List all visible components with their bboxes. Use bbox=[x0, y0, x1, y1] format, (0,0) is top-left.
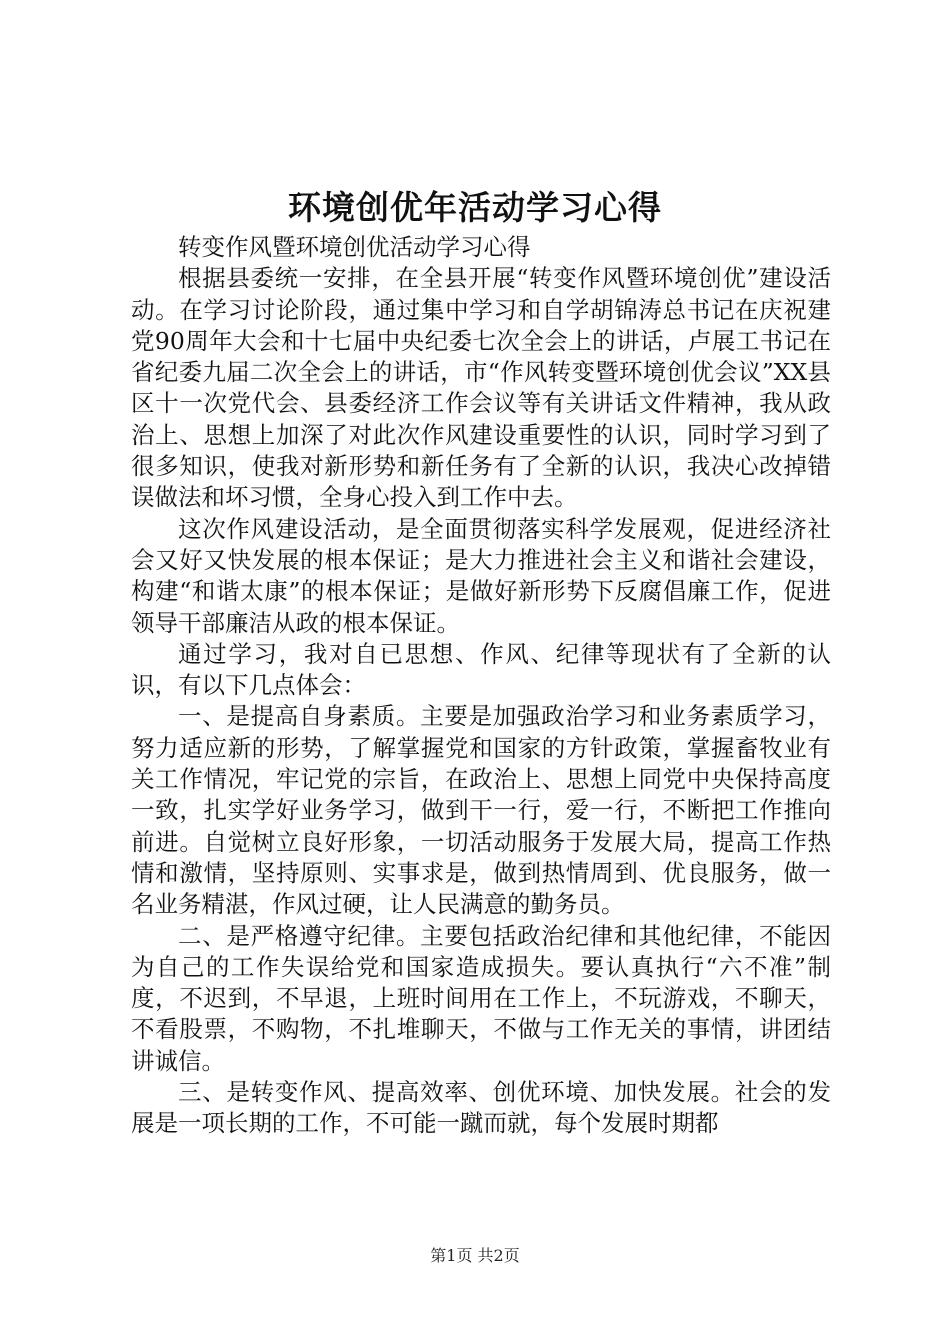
document-body bbox=[131, 232, 831, 1140]
paragraph-point-three: 三、是转变作风、提高效率、创优环境、加快发展。社会的发展是一项长期的工作，不可能一蹴而就，每个发展时期都 bbox=[131, 1078, 831, 1138]
paragraph-intro: 根据县委统一安排，在全县开展“转变作风暨环境创优”建设活动。在学习讨论阶段，通过集中学习和自学胡锦涛总书记在庆祝建党90周年大会和十七届中央纪委七次全会上的讲话，卢展工书记在省纪委九届二次全会上的讲话，市“作风转变暨环境创优会议”XX县区十一次党代会、县委经济工作会议等有关讲话文件精神，我从政治上、思想上加深了对此次作风建设重要性的认识，同时学习到了很多知识，使我对新形势和新任务有了全新的认识，我决心改掉错误做法和坏习惯，全身心投入到工作中去。 bbox=[131, 264, 831, 512]
paragraph-reflection-lead: 通过学习，我对自已思想、作风、纪律等现状有了全新的认识，有以下几点体会： bbox=[131, 639, 831, 700]
paragraph-subtitle: 转变作风暨环境创优活动学习心得 bbox=[178, 233, 531, 261]
paragraph-point-one: 一、是提高自身素质。主要是加强政治学习和业务素质学习，努力适应新的形势，了解掌握党和国家的方针政策，掌握畜牧业有关工作情况，牢记党的宗旨，在政治上、思想上同党中央保持高度一致，扎实学好业务学习，做到干一行，爱一行，不断把工作推向前进。自觉树立良好形象，一切活动服务于发展大局，提高工作热情和激情，坚持原则、实事求是，做到热情周到、优良服务，做一名业务精湛，作风过硬，让人民满意的勤务员。 bbox=[131, 702, 831, 919]
document-title: 环境创优年活动学习心得 bbox=[288, 188, 662, 227]
page-number-footer: 第1页 共2页 bbox=[430, 1246, 520, 1265]
paragraph-significance: 这次作风建设活动，是全面贯彻落实科学发展观，促进经济社会又好又快发展的根本保证；是大力推进社会主义和谐社会建设，构建“和谐太康”的根本保证；是做好新形势下反腐倡廉工作，促进领导干部廉洁从政的根本保证。 bbox=[131, 514, 831, 637]
paragraph-point-two: 二、是严格遵守纪律。主要包括政治纪律和其他纪律，不能因为自己的工作失误给党和国家造成损失。要认真执行“六不准”制度，不迟到，不早退，上班时间用在工作上，不玩游戏，不聊天，不看股票，不购物，不扎堆聊天，不做与工作无关的事情，讲团结讲诚信。 bbox=[131, 921, 831, 1075]
